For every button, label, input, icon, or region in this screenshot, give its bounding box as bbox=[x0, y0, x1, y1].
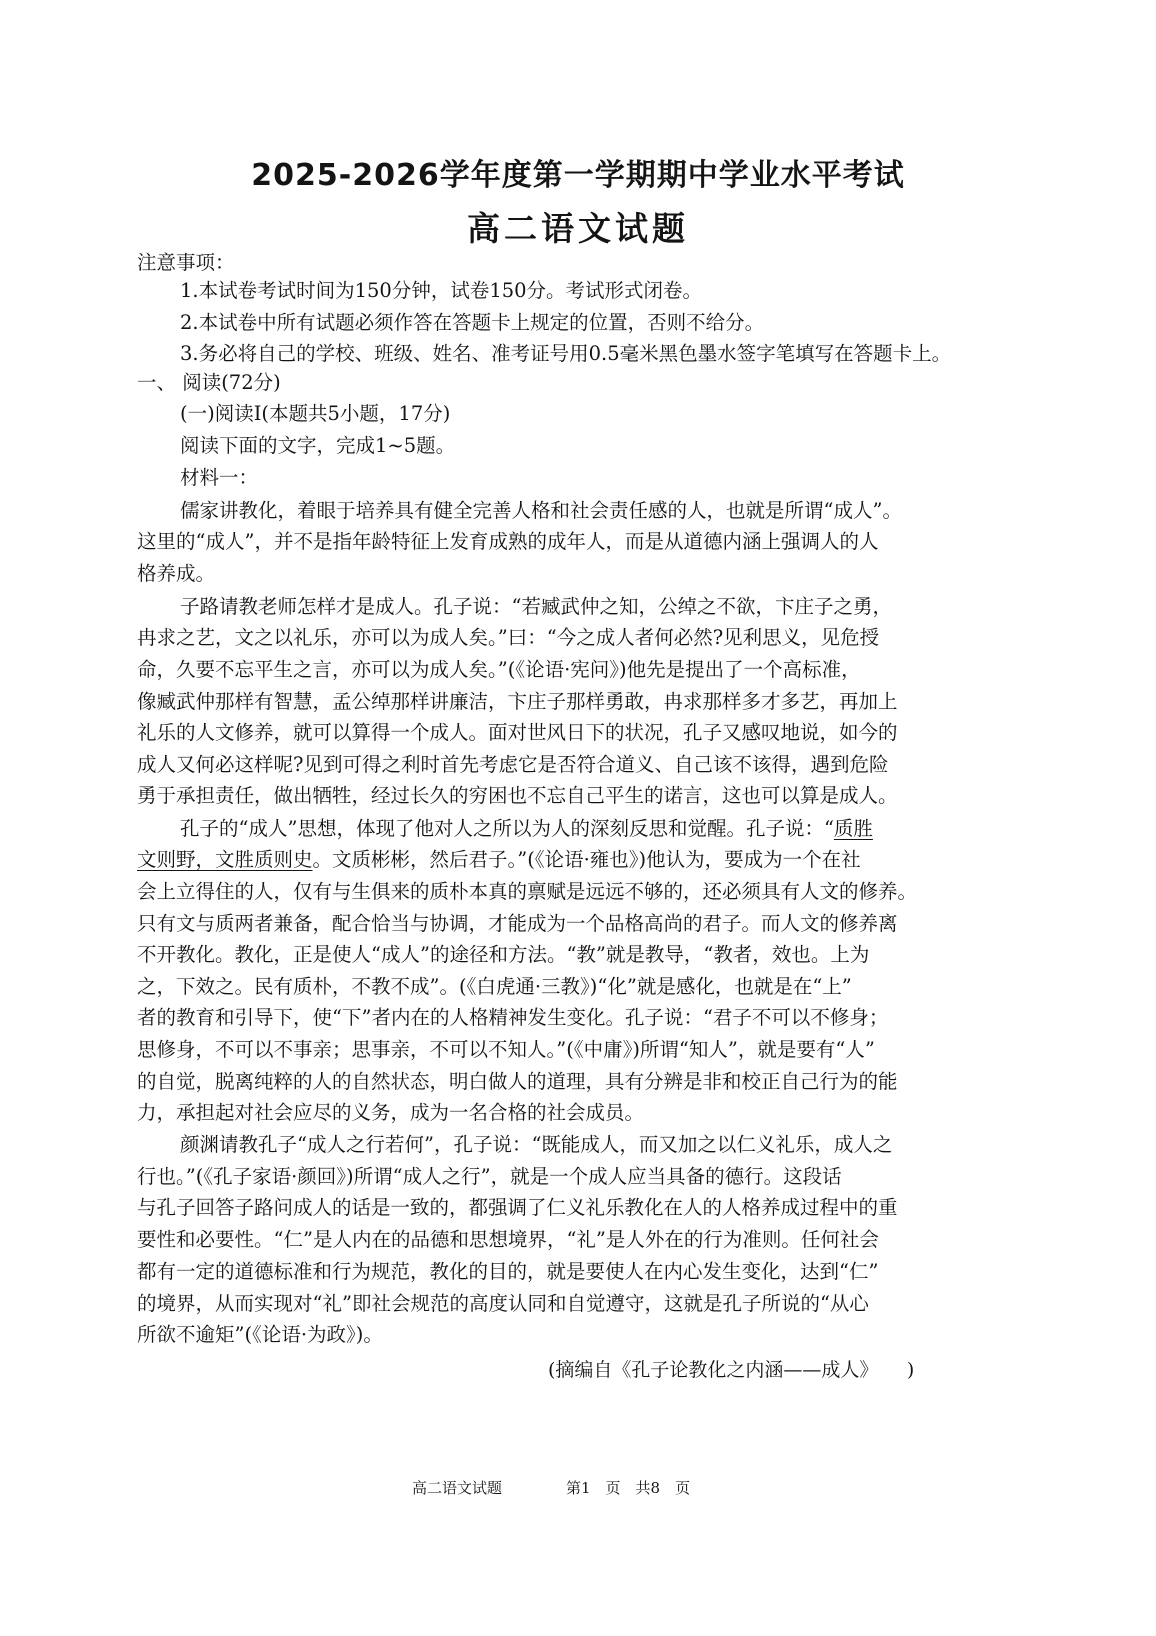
passage-line: 的境界，从而实现对“礼”即社会规范的高度认同和自觉遵守，这就是孔子所说的“从心 bbox=[137, 1292, 869, 1315]
material-label: 材料一： bbox=[180, 466, 259, 489]
passage-text: 。文质彬彬，然后君子。”(《论语·雍也》)他认为，要成为一个在社 bbox=[312, 848, 861, 871]
passage-line: 冉求之艺，文之以礼乐，亦可以为成人矣。”曰：“今之成人者何必然?见利思义，见危授 bbox=[137, 626, 880, 649]
passage-line: 与孔子回答子路问成人的话是一致的，都强调了仁义礼乐教化在人的人格养成过程中的重 bbox=[137, 1196, 898, 1219]
passage-line: 力，承担起对社会应尽的义务，成为一名合格的社会成员。 bbox=[137, 1101, 645, 1124]
passage-line: 都有一定的道德标准和行为规范，教化的目的，就是要使人在内心发生变化，达到“仁” bbox=[137, 1260, 879, 1283]
passage-line: 子路请教老师怎样才是成人。孔子说：“若臧武仲之知，公绰之不欲，卞庄子之勇， bbox=[180, 595, 892, 618]
passage-line: 要性和必要性。“仁”是人内在的品德和思想境界，“礼”是人外在的行为准则。任何社会 bbox=[137, 1228, 879, 1251]
passage-line: 所欲不逾矩”(《论语·为政》)。 bbox=[137, 1323, 383, 1346]
passage-line bbox=[180, 815, 873, 843]
passage-text: 孔子的“成人”思想，体现了他对人之所以为人的深刻反思和觉醒。孔子说：“ bbox=[180, 817, 834, 840]
passage-line: 的自觉，脱离纯粹的人的自然状态，明白做人的道理，具有分辨是非和校正自己行为的能 bbox=[137, 1070, 898, 1093]
section-sub-heading: (一)阅读Ⅰ(本题共5小题，17分) bbox=[180, 402, 451, 425]
passage-line: 儒家讲教化，着眼于培养具有健全完善人格和社会责任感的人，也就是所谓“成人”。 bbox=[180, 499, 902, 522]
passage-line: 格养成。 bbox=[137, 562, 216, 585]
passage-line: 会上立得住的人，仅有与生俱来的质朴本真的禀赋是远远不够的，还必须具有人文的修养。 bbox=[137, 880, 918, 903]
passage-line: 思修身，不可以不事亲；思事亲，不可以不知人。”(《中庸》)所谓“知人”，就是要有“人” bbox=[137, 1038, 875, 1061]
footer-page-number: 第1 页 共8 页 bbox=[566, 1479, 691, 1497]
passage-line: 成人又何必这样呢?见到可得之利时首先考虑它是否符合道义、自己该不该得，遇到危险 bbox=[137, 753, 889, 776]
passage-source: (摘编自《孔子论教化之内涵——成人》 ) bbox=[548, 1359, 915, 1381]
passage-line: 行也。”(《孔子家语·颜回》)所谓“成人之行”，就是一个成人应当具备的德行。这段话 bbox=[137, 1165, 842, 1188]
passage-line: 这里的“成人”，并不是指年龄特征上发育成熟的成年人，而是从道德内涵上强调人的人 bbox=[137, 530, 879, 553]
passage-line: 像臧武仲那样有智慧，孟公绰那样讲廉洁，卞庄子那样勇敢，冉求那样多才多艺，再加上 bbox=[137, 690, 898, 713]
exam-subject-title: 高二语文试题 bbox=[467, 209, 689, 248]
passage-line: 命，久要不忘平生之言，亦可以为成人矣。”(《论语·宪问》)他先是提出了一个高标准， bbox=[137, 658, 861, 681]
passage-line: 不开教化。教化，正是使人“成人”的途径和方法。“教”就是教导，“教者，效也。上为 bbox=[137, 943, 870, 966]
section-instruction: 阅读下面的文字，完成1~5题。 bbox=[180, 434, 456, 457]
footer-subject: 高二语文试题 bbox=[412, 1479, 503, 1497]
passage-line: 之，下效之。民有质朴，不教不成”。(《白虎通·三教》)“化”就是感化，也就是在“上” bbox=[137, 975, 852, 998]
passage-line: 颜渊请教孔子“成人之行若何”，孔子说：“既能成人，而又加之以仁义礼乐，成人之 bbox=[180, 1133, 893, 1156]
notice-item-3: 3.务必将自己的学校、班级、姓名、准考证号用0.5毫米黑色墨水签字笔填写在答题卡上。 bbox=[180, 342, 952, 365]
underlined-quote: 文则野，文胜质则史 bbox=[137, 848, 313, 871]
passage-line bbox=[137, 846, 861, 874]
passage-line: 者的教育和引导下，使“下”者内在的人格精神发生变化。孔子说：“君子不可以不修身； bbox=[137, 1006, 889, 1029]
underlined-quote: 质胜 bbox=[833, 817, 873, 840]
notice-item-2: 2.本试卷中所有试题必须作答在答题卡上规定的位置，否则不给分。 bbox=[180, 311, 765, 334]
passage-line: 勇于承担责任，做出牺牲，经过长久的穷困也不忘自己平生的诺言，这也可以算是成人。 bbox=[137, 784, 898, 807]
passage-line: 只有文与质两者兼备，配合恰当与协调，才能成为一个品格高尚的君子。而人文的修养离 bbox=[137, 912, 898, 935]
passage-line: 礼乐的人文修养，就可以算得一个成人。面对世风日下的状况，孔子又感叹地说，如今的 bbox=[137, 721, 898, 744]
notice-heading: 注意事项： bbox=[137, 251, 235, 274]
notice-item-1: 1.本试卷考试时间为150分钟，试卷150分。考试形式闭卷。 bbox=[180, 279, 703, 302]
exam-title: 2025-2026学年度第一学期期中学业水平考试 bbox=[251, 158, 905, 193]
section-heading: 一、 阅读(72分) bbox=[137, 371, 281, 394]
